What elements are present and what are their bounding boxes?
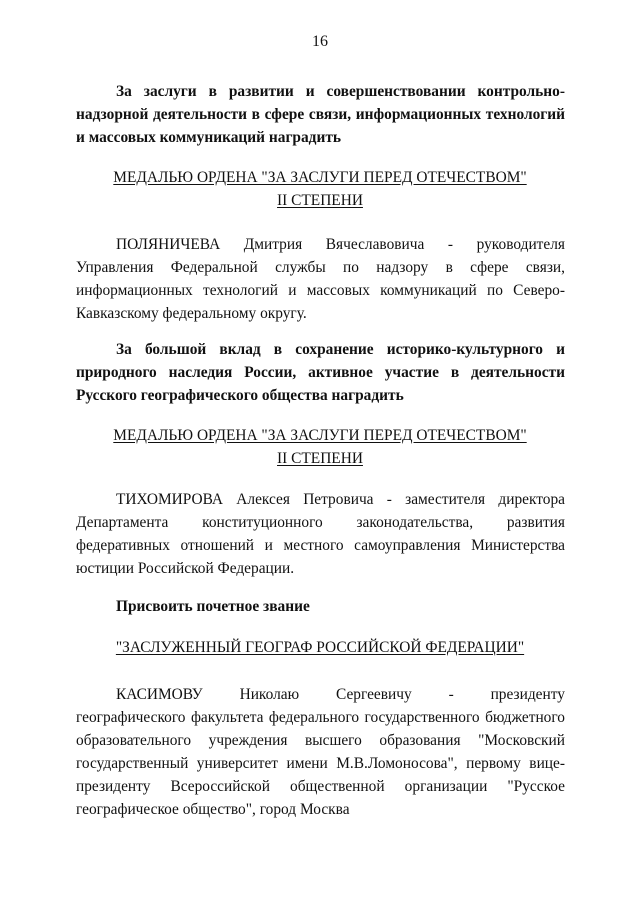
recipient-3-surname: КАСИМОВУ (116, 686, 203, 703)
award-title-2-line2: II СТЕПЕНИ (277, 450, 363, 467)
award-title-1-line1: МЕДАЛЬЮ ОРДЕНА "ЗА ЗАСЛУГИ ПЕРЕД ОТЕЧЕСТВОМ" (113, 169, 527, 186)
award-recipient-1: ПОЛЯНИЧЕВА Дмитрия Вячеславовича - руководителя Управления Федеральной службы по надзору в сфере связи, информационных технологий и массовых коммуникаций по Северо-Кавказскому федеральному округу. (76, 236, 565, 322)
award-title-2-line1: МЕДАЛЬЮ ОРДЕНА "ЗА ЗАСЛУГИ ПЕРЕД ОТЕЧЕСТВОМ" (113, 427, 527, 444)
recipient-3-firstname: Николаю (239, 686, 300, 703)
award-title-2 (0, 424, 640, 470)
honorary-title (0, 636, 640, 659)
award-title-1-line2: II СТЕПЕНИ (277, 192, 363, 209)
award-title-1 (0, 166, 640, 212)
award-recipient-2: ТИХОМИРОВА Алексея Петровича - заместителя директора Департамента конституционного законодательства, развития федеративных отношений и местного самоуправления Министерства юстиции Российской Федерации. (76, 491, 565, 577)
recipient-3-dash: - (448, 686, 454, 703)
page-number: 16 (312, 33, 328, 50)
recipient-3-details: географического факультета федерального государственного бюджетного образовательного учреждения высшего образования "Московский государственный университет имени М.В.Ломоносова", первому вице-президенту Всероссийской общественной организации "Русское географическое общество", город Москва (76, 709, 565, 818)
award-reason-2: За большой вклад в сохранение историко-культурного и природного наследия России, активное участие в деятельности Русского географического общества наградить (76, 341, 565, 404)
recipient-3-patronymic: Сергеевичу (336, 686, 412, 703)
honorary-title-name: "ЗАСЛУЖЕННЫЙ ГЕОГРАФ РОССИЙСКОЙ ФЕДЕРАЦИИ" (115, 639, 525, 656)
recipient-3-position-start: президенту (490, 686, 565, 703)
honorary-title-intro: Присвоить почетное звание (116, 598, 310, 615)
award-reason-1: За заслуги в развитии и совершенствовании контрольно-надзорной деятельности в сфере связи, информационных технологий и массовых коммуникаций наградить (76, 83, 565, 146)
recipient-3-first-line (76, 683, 565, 706)
award-recipient-3 (76, 683, 565, 821)
